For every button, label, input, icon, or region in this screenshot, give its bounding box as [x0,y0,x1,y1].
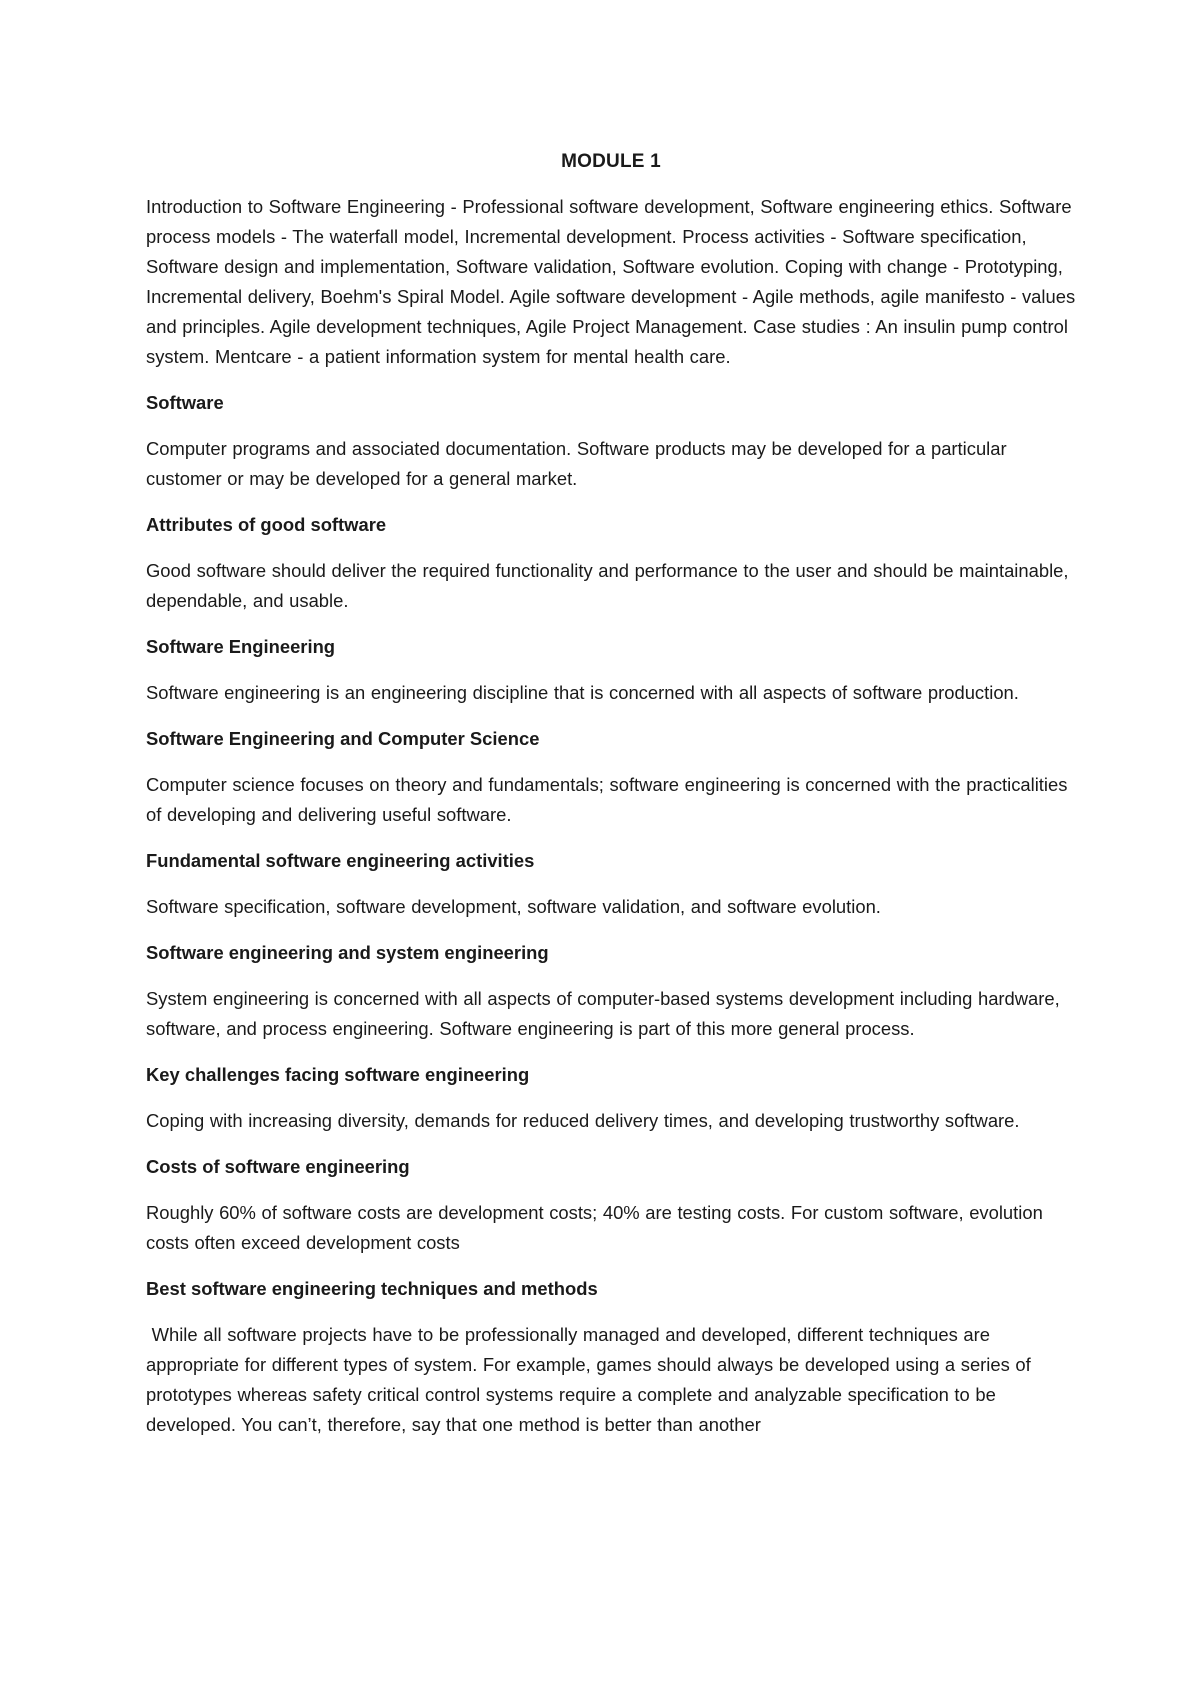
module-title: MODULE 1 [561,151,661,172]
section-body-se-and-system-engineering: System engineering is concerned with all aspects of computer-based systems development including hardware, software, and process engineering. Software engineering is part of this more general process. [146,988,1060,1039]
section-body-attributes: Good software should deliver the required functionality and performance to the user and should be maintainable, dependable, and usable. [146,560,1069,611]
section-body-se-and-cs: Computer science focuses on theory and fundamentals; software engineering is concerned with the practicalities of developing and delivering useful software. [146,774,1068,825]
section-body-software: Computer programs and associated documentation. Software products may be developed for a particular customer or may be developed for a general market. [146,438,1007,489]
section-body-software-engineering: Software engineering is an engineering discipline that is concerned with all aspects of software production. [146,682,1019,703]
section-heading-software-engineering: Software Engineering [146,636,336,657]
section-heading-best-techniques: Best software engineering techniques and methods [146,1278,598,1299]
section-heading-costs: Costs of software engineering [146,1156,410,1177]
section-heading-software: Software [146,392,224,413]
section-body-best-techniques: While all software projects have to be professionally managed and developed, different techniques are appropriate for different types of system. For example, games should always be developed using a series of prototypes whereas safety critical control systems require a complete and analyzable specification to be developed. You can’t, therefore, say that one method is better than another [146,1324,1037,1435]
section-body-fundamental-activities: Software specification, software development, software validation, and software evolution. [146,896,881,917]
section-body-costs: Roughly 60% of software costs are development costs; 40% are testing costs. For custom software, evolution costs often exceed development costs [146,1202,1043,1253]
intro-paragraph: Introduction to Software Engineering - Professional software development, Software engineering ethics. Software process models - The waterfall model, Incremental development. Process activities - Software specification, Software design and implementation, Software validation, Software evolution. Coping with change - Prototyping, Incremental delivery, Boehm's Spiral Model. Agile software development - Agile methods, agile manifesto - values and principles. Agile development techniques, Agile Project Management. Case studies : An insulin pump control system. Mentcare - a patient information system for mental health care. [146,196,1076,367]
section-heading-se-and-system-engineering: Software engineering and system engineering [146,942,549,963]
section-heading-key-challenges: Key challenges facing software engineering [146,1064,530,1085]
document-page [146,138,1076,1456]
section-heading-attributes: Attributes of good software [146,514,387,535]
section-heading-fundamental-activities: Fundamental software engineering activities [146,850,535,871]
section-heading-se-and-cs: Software Engineering and Computer Science [146,728,540,749]
section-body-key-challenges: Coping with increasing diversity, demands for reduced delivery times, and developing trustworthy software. [146,1110,1020,1131]
